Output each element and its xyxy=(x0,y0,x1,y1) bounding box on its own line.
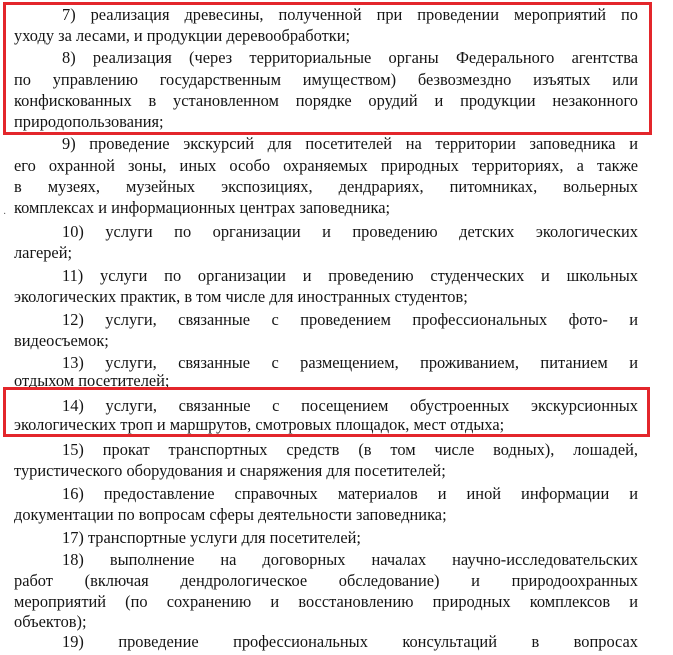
scan-speck: · xyxy=(3,209,7,220)
item-14-line-1: 14) услуги, связанные с посещением обустроенных экскурсионных xyxy=(62,396,638,415)
item-15-line-1: 15) прокат транспортных средств (в том числе водных), лошадей, xyxy=(62,440,638,459)
item-8-line-2: по управлению государственным имуществом) безвозмездно изъятых или xyxy=(14,70,638,89)
item-8-line-3: конфискованных в установленном порядке орудий и продукции незаконного xyxy=(14,91,638,110)
item-12-line-2: видеосъемок; xyxy=(14,331,109,350)
item-8-line-4: природопользования; xyxy=(14,112,164,131)
item-7-line-1: 7) реализация древесины, полученной при проведении мероприятий по xyxy=(62,5,638,24)
item-14-line-2: экологических троп и маршрутов, смотровых площадок, мест отдыха; xyxy=(14,415,505,434)
item-13-line-2: отдыхом посетителей; xyxy=(14,371,170,390)
item-15-line-2: туристического оборудования и снаряжения для посетителей; xyxy=(14,461,446,480)
item-10-line-2: лагерей; xyxy=(14,243,73,262)
item-11-line-2: экологических практик, в том числе для иностранных студентов; xyxy=(14,287,468,306)
item-7-line-2: уходу за лесами, и продукции деревообработки; xyxy=(14,26,351,45)
item-18-line-4: объектов); xyxy=(14,612,87,631)
item-8-line-1: 8) реализация (через территориальные органы Федерального агентства xyxy=(62,48,638,67)
item-18-line-3: мероприятий (по сохранению и восстановлению природных комплексов и xyxy=(14,592,638,611)
item-10-line-1: 10) услуги по организации и проведению детских экологических xyxy=(62,222,638,241)
item-9-line-2: его охранной зоны, иных особо охраняемых природных территориях, а также xyxy=(14,156,638,175)
item-17-line-1: 17) транспортные услуги для посетителей; xyxy=(62,528,361,547)
item-18-line-2: работ (включая дендрологическое обследование) и природоохранных xyxy=(14,571,638,590)
item-16-line-2: документации по вопросам сферы деятельности заповедника; xyxy=(14,505,447,524)
item-9-line-3: в музеях, музейных экспозициях, дендрариях, питомниках, вольерных xyxy=(14,177,638,196)
item-12-line-1: 12) услуги, связанные с проведением профессиональных фото- и xyxy=(62,310,638,329)
item-13-line-1: 13) услуги, связанные с размещением, проживанием, питанием и xyxy=(62,353,638,372)
item-9-line-1: 9) проведение экскурсий для посетителей на территории заповедника и xyxy=(62,134,638,153)
item-18-line-1: 18) выполнение на договорных началах научно-исследовательских xyxy=(62,550,638,569)
item-16-line-1: 16) предоставление справочных материалов и иной информации и xyxy=(62,484,638,503)
item-9-line-4: комплексах и информационных центрах заповедника; xyxy=(14,198,391,217)
item-19-line-1: 19) проведение профессиональных консультаций в вопросах xyxy=(62,632,638,651)
item-11-line-1: 11) услуги по организации и проведению студенческих и школьных xyxy=(62,266,638,285)
